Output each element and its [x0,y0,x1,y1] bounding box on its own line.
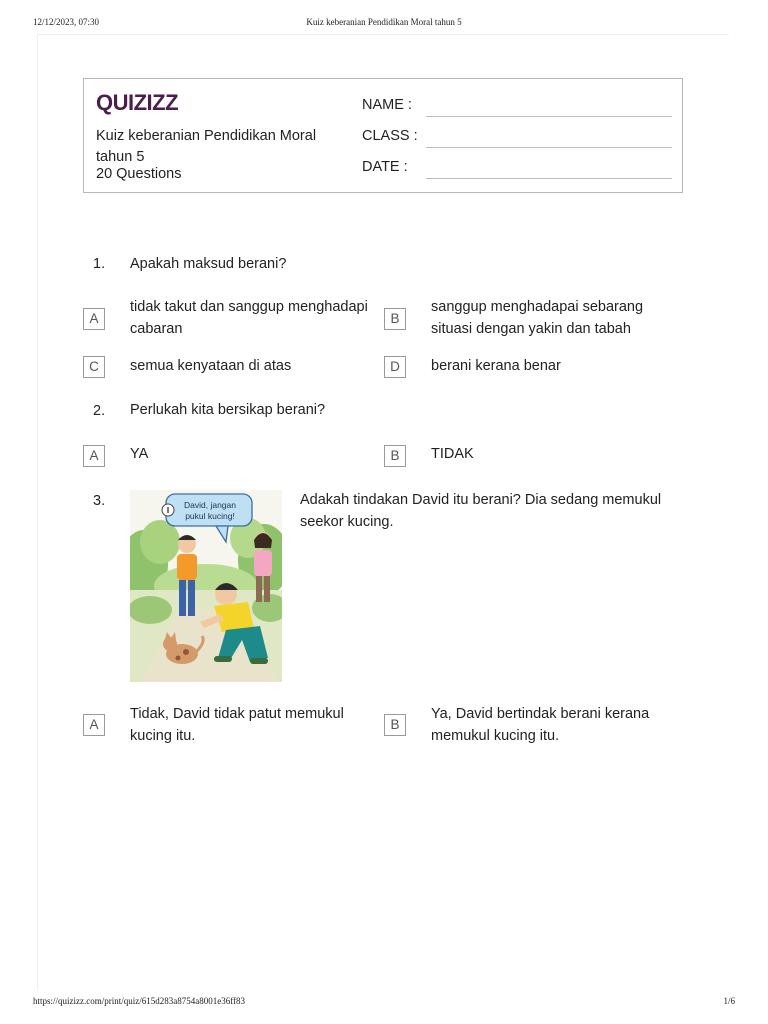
q2-option-a-text: YA [130,446,149,462]
quiz-title: Kuiz keberanian Pendidikan Moral tahun 5 [96,128,317,165]
quizizz-logo [96,89,186,115]
print-datetime: 12/12/2023, 07:30 [33,17,100,27]
q3-option-b-box[interactable]: B [384,714,406,736]
question-1-number: 1. [93,256,106,272]
q1-option-d-box[interactable]: D [384,356,406,378]
speech-bubble-line-2: pukul kucing! [185,511,235,521]
q1-option-d-text: berani kerana benar [431,358,561,374]
date-field[interactable] [362,155,672,179]
q1-option-c-box[interactable]: C [83,356,105,378]
q3-option-b-text: Ya, David bertindak berani kerana memukul kucing itu. [431,706,650,744]
name-label: NAME : [362,97,412,113]
class-field[interactable] [362,124,672,148]
logo-text: QUIZIZZ [96,90,179,115]
date-line[interactable] [426,178,672,179]
quiz-header-box [83,78,683,193]
q1-option-b-box[interactable]: B [384,308,406,330]
q1-option-a-box[interactable]: A [83,308,105,330]
print-url: https://quizizz.com/print/quiz/615d283a8754a8001e36ff83 [33,996,246,1006]
q2-option-b-text: TIDAK [431,446,474,462]
name-line[interactable] [426,116,672,117]
q1-option-b-text: sanggup menghadapai sebarang situasi dengan yakin dan tabah [431,299,644,337]
question-2-number: 2. [93,403,106,419]
name-field[interactable] [362,93,672,117]
question-2-text: Perlukah kita bersikap berani? [130,402,326,418]
class-line[interactable] [426,147,672,148]
print-title: Kuiz keberanian Pendidikan Moral tahun 5 [306,17,462,27]
question-1-text: Apakah maksud berani? [130,256,287,272]
q3-option-a-box[interactable]: A [83,714,105,736]
q3-option-a-text: Tidak, David tidak patut memukul kucing itu. [130,706,344,744]
page-number: 1/6 [723,996,735,1006]
question-3-text: Adakah tindakan David itu berani? Dia sedang memukul seekor kucing. [300,492,662,530]
q1-option-a-text: tidak takut dan sanggup menghadapi cabaran [130,299,368,337]
q3-illustration [130,490,282,682]
speech-bubble-line-1: David, jangan [184,500,236,510]
page-edge-top [37,34,729,35]
question-count: 20 Questions [96,166,182,182]
page-edge-left [37,34,38,990]
class-label: CLASS : [362,128,418,144]
q2-option-b-box[interactable]: B [384,445,406,467]
q1-option-c-text: semua kenyataan di atas [130,358,292,374]
q2-option-a-box[interactable]: A [83,445,105,467]
question-3-number: 3. [93,493,106,509]
date-label: DATE : [362,159,408,175]
